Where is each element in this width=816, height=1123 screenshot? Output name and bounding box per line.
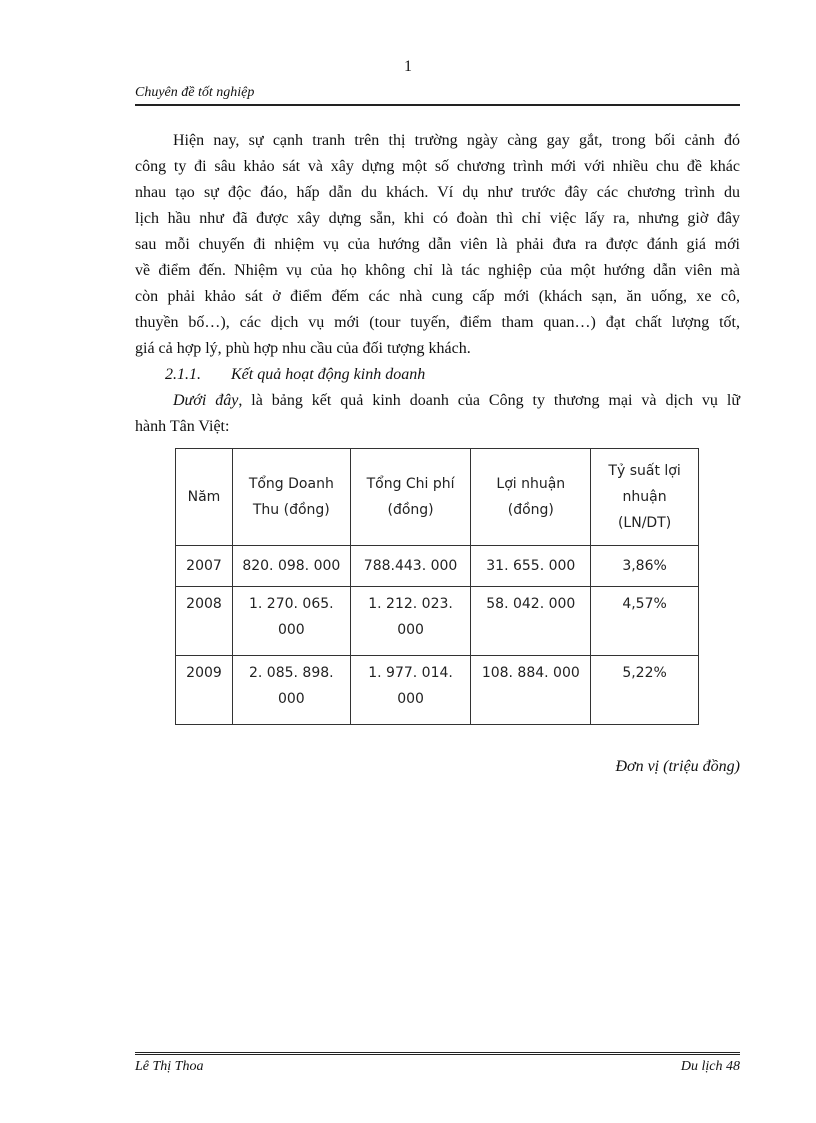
paragraph-line: sau mỗi chuyến đi nhiệm vụ của hướng dẫn viên là phải đưa ra được đánh giá mới [135, 236, 740, 253]
paragraph-line: về điểm đến. Nhiệm vụ của họ không chỉ là tác nghiệp của một hướng dẫn viên mà [135, 262, 740, 279]
header-profit: Lợi nhuận (đồng) [471, 449, 591, 546]
cell-year: 2008 [176, 587, 233, 656]
table-row [176, 587, 699, 656]
cell-cost: 1. 212. 023. 000 [350, 587, 471, 656]
header-title: Chuyên đề tốt nghiệp [135, 85, 255, 100]
cell-ratio: 4,57% [591, 587, 699, 656]
intro-line [135, 388, 740, 414]
header-year: Năm [176, 449, 233, 546]
section-title: Kết quả hoạt động kinh doanh [231, 366, 426, 383]
cell-ratio: 5,22% [591, 656, 699, 725]
paragraph-line: Hiện nay, sự cạnh tranh trên thị trường ngày càng gay gắt, trong bối cảnh đó [173, 132, 740, 149]
header-ratio: Tỷ suất lợi nhuận (LN/DT) [591, 449, 699, 546]
body-text [135, 128, 740, 440]
cell-profit: 58. 042. 000 [471, 587, 591, 656]
page-footer [135, 1052, 740, 1075]
cell-profit: 31. 655. 000 [471, 546, 591, 587]
header-revenue: Tổng Doanh Thu (đồng) [232, 449, 350, 546]
intro-rest: , là bảng kết quả kinh doanh của Công ty thương mại và dịch vụ lữ [238, 392, 740, 409]
footer-author: Lê Thị Thoa [135, 1059, 204, 1074]
paragraph-line: nhau tạo sự độc đáo, hấp dẫn du khách. Ví dụ như trước đây các chương trình du [135, 184, 740, 201]
page-number: 1 [404, 58, 412, 75]
cell-profit: 108. 884. 000 [471, 656, 591, 725]
intro-line: hành Tân Việt: [135, 418, 230, 435]
cell-revenue: 1. 270. 065. 000 [232, 587, 350, 656]
paragraph-line: còn phải khảo sát ở điểm đếm các nhà cung cấp mới (khách sạn, ăn uống, xe cô, [135, 288, 740, 305]
header-cost: Tổng Chi phí (đồng) [350, 449, 471, 546]
section-number: 2.1.1. [165, 366, 201, 383]
paragraph-line: giá cả hợp lý, phù hợp nhu cầu của đối tượng khách. [135, 340, 471, 357]
cell-revenue: 820. 098. 000 [232, 546, 350, 587]
unit-note: Đơn vị (triệu đồng) [615, 758, 740, 775]
cell-cost: 1. 977. 014. 000 [350, 656, 471, 725]
page-header [135, 82, 740, 106]
paragraph-line: thuyền bố…), các dịch vụ mới (tour tuyến, điểm tham quan…) đạt chất lượng tốt, [135, 314, 740, 331]
cell-cost: 788.443. 000 [350, 546, 471, 587]
table-row [176, 546, 699, 587]
paragraph [135, 128, 740, 362]
cell-ratio: 3,86% [591, 546, 699, 587]
paragraph-line: lịch hầu như đã được xây dựng sẵn, khi có đoàn thì chỉ việc lấy ra, nhưng giờ đây [135, 210, 740, 227]
paragraph-line: công ty đi sâu khảo sát và xây dựng một số chương trình mới với nhiều chu đề khác [135, 158, 740, 175]
table-header-row [176, 449, 699, 546]
cell-year: 2007 [176, 546, 233, 587]
table-row [176, 656, 699, 725]
cell-revenue: 2. 085. 898. 000 [232, 656, 350, 725]
intro-emphasis: Dưới đây [173, 392, 239, 409]
business-results-table [175, 448, 699, 725]
footer-page-label: Du lịch 48 [680, 1059, 740, 1074]
intro-paragraph [135, 388, 740, 440]
cell-year: 2009 [176, 656, 233, 725]
section-heading [135, 362, 740, 388]
